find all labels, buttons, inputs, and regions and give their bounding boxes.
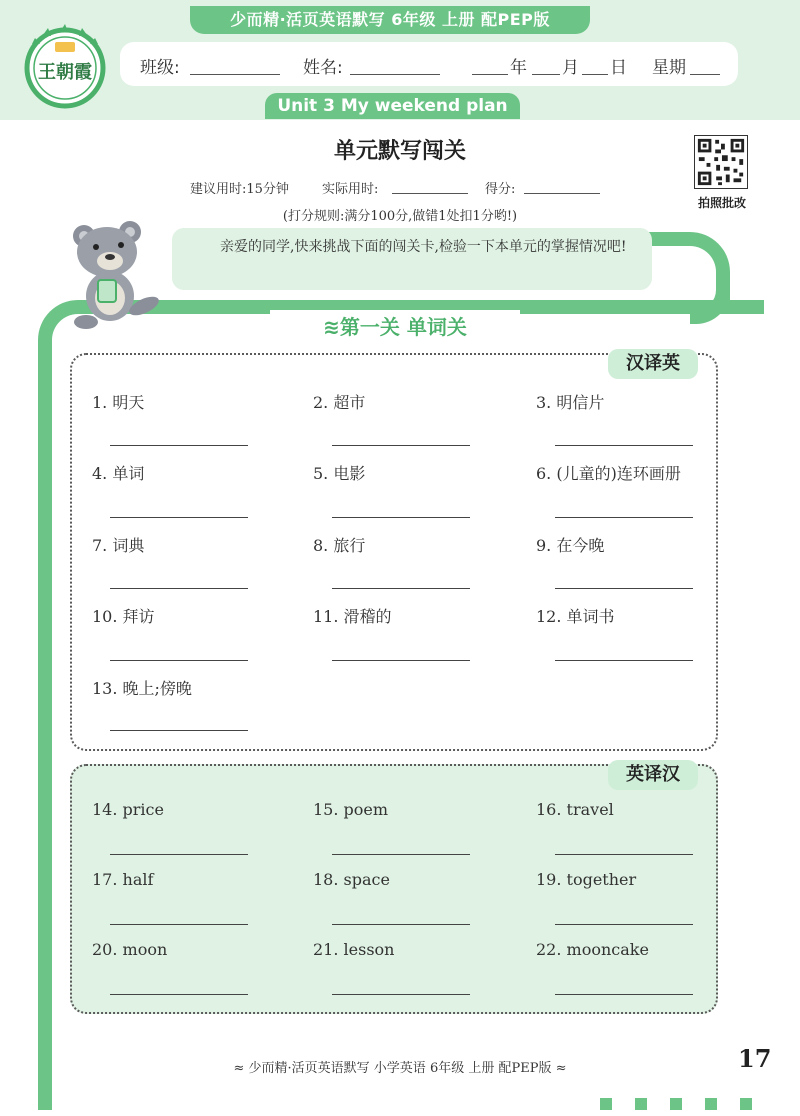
suggested-time: 建议用时:15分钟 <box>190 182 289 197</box>
question-1: 1. 明天 <box>92 393 145 412</box>
answer-line-15[interactable] <box>332 854 470 855</box>
score-field[interactable] <box>524 193 600 194</box>
bear-mascot-icon <box>60 214 170 332</box>
student-info-bar <box>120 42 738 86</box>
page-title: 单元默写闯关 <box>333 139 466 164</box>
qr-code-icon[interactable] <box>694 135 748 189</box>
question-21: 21. lesson <box>313 940 395 959</box>
class-field[interactable] <box>190 74 280 75</box>
question-5: 5. 电影 <box>313 464 366 483</box>
question-3: 3. 明信片 <box>536 393 605 412</box>
answer-line-18[interactable] <box>332 924 470 925</box>
decor-square <box>705 1098 717 1110</box>
name-field[interactable] <box>350 74 440 75</box>
answer-line-8[interactable] <box>332 588 470 589</box>
month-field[interactable] <box>532 74 560 75</box>
section-tag: 汉译英 <box>608 349 698 379</box>
year-label: 年 <box>510 58 527 78</box>
decor-square <box>740 1098 752 1110</box>
logo-text: 王朝霞 <box>38 62 92 83</box>
answer-line-20[interactable] <box>110 994 248 995</box>
answer-line-17[interactable] <box>110 924 248 925</box>
page-number: 17 <box>738 1044 772 1073</box>
question-15: 15. poem <box>313 800 389 819</box>
english-to-chinese-section <box>70 764 718 1014</box>
question-9: 9. 在今晚 <box>536 536 605 555</box>
qr-caption: 拍照批改 <box>697 196 746 210</box>
day-label: 日 <box>610 58 627 78</box>
decor-square <box>635 1098 647 1110</box>
answer-line-5[interactable] <box>332 517 470 518</box>
question-6: 6. (儿童的)连环画册 <box>536 464 681 483</box>
question-20: 20. moon <box>92 940 168 959</box>
section-tag: 英译汉 <box>608 760 698 790</box>
speech-bubble: 亲爱的同学,快来挑战下面的闯关卡,检验一下本单元的掌握情况吧! <box>172 228 652 290</box>
answer-line-2[interactable] <box>332 445 470 446</box>
answer-line-22[interactable] <box>555 994 693 995</box>
answer-line-1[interactable] <box>110 445 248 446</box>
week-field[interactable] <box>690 74 720 75</box>
answer-line-14[interactable] <box>110 854 248 855</box>
series-title: 少而精·活页英语默写 6年级 上册 配PEP版 <box>190 6 590 34</box>
answer-line-10[interactable] <box>110 660 248 661</box>
scoring-rule: (打分规则:满分100分,做错1处扣1分哟!) <box>282 209 518 224</box>
page-footer: ≈ 少而精·活页英语默写 小学英语 6年级 上册 配PEP版 ≈ <box>233 1061 567 1076</box>
level-heading: ≋第一关 单词关 <box>270 310 520 344</box>
answer-line-4[interactable] <box>110 517 248 518</box>
actual-time-field[interactable] <box>392 193 468 194</box>
answer-line-9[interactable] <box>555 588 693 589</box>
question-12: 12. 单词书 <box>536 607 615 626</box>
answer-line-6[interactable] <box>555 517 693 518</box>
week-label: 星期 <box>652 58 686 78</box>
answer-line-16[interactable] <box>555 854 693 855</box>
question-4: 4. 单词 <box>92 464 145 483</box>
answer-line-3[interactable] <box>555 445 693 446</box>
month-label: 月 <box>562 58 579 78</box>
score-label: 得分: <box>485 182 516 197</box>
question-11: 11. 滑稽的 <box>313 607 392 626</box>
decor-square <box>600 1098 612 1110</box>
actual-time-label: 实际用时: <box>322 182 379 197</box>
year-field[interactable] <box>472 74 508 75</box>
question-10: 10. 拜访 <box>92 607 155 626</box>
unit-title: Unit 3 My weekend plan <box>265 93 520 119</box>
answer-line-7[interactable] <box>110 588 248 589</box>
answer-line-19[interactable] <box>555 924 693 925</box>
decor-square <box>670 1098 682 1110</box>
question-13: 13. 晚上;傍晚 <box>92 679 192 698</box>
question-7: 7. 词典 <box>92 536 145 555</box>
question-16: 16. travel <box>536 800 614 819</box>
answer-line-11[interactable] <box>332 660 470 661</box>
answer-line-12[interactable] <box>555 660 693 661</box>
name-label: 姓名: <box>303 58 343 78</box>
question-8: 8. 旅行 <box>313 536 366 555</box>
question-19: 19. together <box>536 870 637 889</box>
day-field[interactable] <box>582 74 608 75</box>
question-17: 17. half <box>92 870 154 889</box>
question-22: 22. mooncake <box>536 940 649 959</box>
question-18: 18. space <box>313 870 390 889</box>
answer-line-13[interactable] <box>110 730 248 731</box>
answer-line-21[interactable] <box>332 994 470 995</box>
question-14: 14. price <box>92 800 164 819</box>
class-label: 班级: <box>140 58 180 78</box>
question-2: 2. 超市 <box>313 393 366 412</box>
brand-logo-icon <box>20 20 110 110</box>
